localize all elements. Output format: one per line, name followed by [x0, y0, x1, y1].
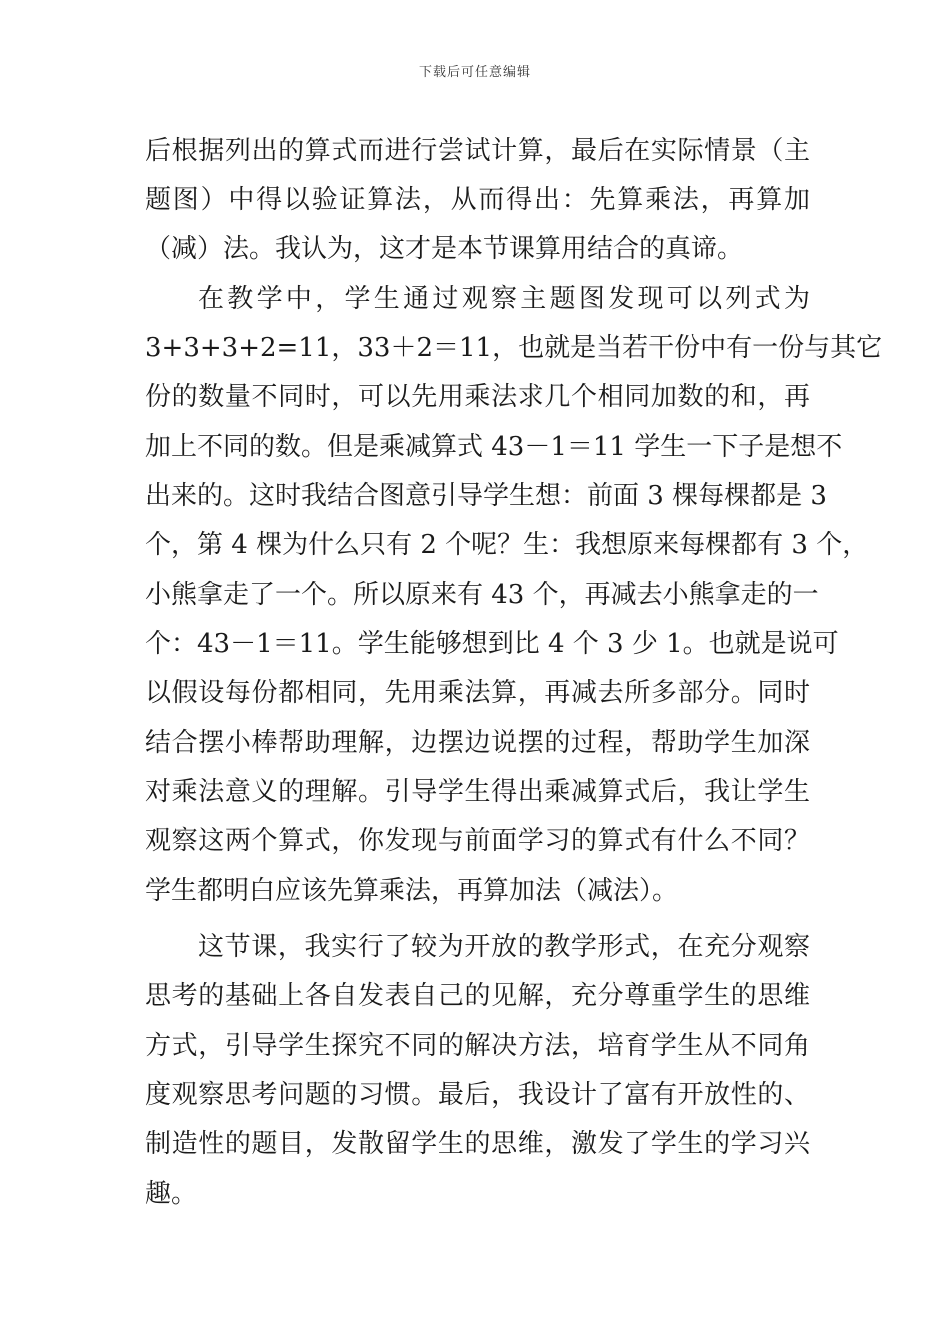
- text-line: 份的数量不同时，可以先用乘法求几个相同加数的和，再: [145, 382, 810, 412]
- text-line: 学生都明白应该先算乘法，再算加法（减法）。: [145, 876, 679, 906]
- text-line: 趣。: [145, 1179, 198, 1209]
- text-line: 思考的基础上各自发表自己的见解，充分尊重学生的思维: [145, 981, 810, 1011]
- text-line: 对乘法意义的理解。引导学生得出乘减算式后，我让学生: [145, 777, 810, 807]
- text-line: 小熊拿走了一个。所以原来有 43 个，再减去小熊拿走的一: [145, 580, 819, 610]
- text-line: 结合摆小棒帮助理解，边摆边说摆的过程，帮助学生加深: [145, 728, 810, 758]
- text-line: 这节课，我实行了较为开放的教学形式，在充分观察: [198, 932, 810, 962]
- text-line: 度观察思考问题的习惯。最后，我设计了富有开放性的、: [145, 1080, 810, 1110]
- page-header: 下载后可任意编辑: [418, 65, 531, 80]
- text-line: 加上不同的数。但是乘减算式 43－1＝11 学生一下子是想不: [145, 432, 843, 462]
- text-line: 在教学中，学生通过观察主题图发现可以列式为: [198, 284, 810, 314]
- text-line: 3+3+3+2=11，33＋2＝11，也就是当若干份中有一份与其它: [145, 333, 883, 363]
- text-line: 以假设每份都相同，先用乘法算，再减去所多部分。同时: [145, 678, 810, 708]
- text-line: 观察这两个算式，你发现与前面学习的算式有什么不同？: [145, 826, 810, 856]
- text-line: 制造性的题目，发散留学生的思维，激发了学生的学习兴: [145, 1129, 810, 1159]
- text-line: 个：43－1＝11。学生能够想到比 4 个 3 少 1。也就是说可: [145, 629, 839, 659]
- text-line: 个，第 4 棵为什么只有 2 个呢？生：我想原来每棵都有 3 个，: [145, 530, 869, 560]
- text-line: 方式，引导学生探究不同的解决方法，培育学生从不同角: [145, 1031, 810, 1061]
- text-line: 题图）中得以验证算法，从而得出：先算乘法，再算加: [145, 185, 810, 215]
- text-line: （减）法。我认为，这才是本节课算用结合的真谛。: [145, 234, 744, 264]
- text-line: 出来的。这时我结合图意引导学生想：前面 3 棵每棵都是 3: [145, 481, 827, 511]
- text-line: 后根据列出的算式而进行尝试计算，最后在实际情景（主: [145, 136, 810, 166]
